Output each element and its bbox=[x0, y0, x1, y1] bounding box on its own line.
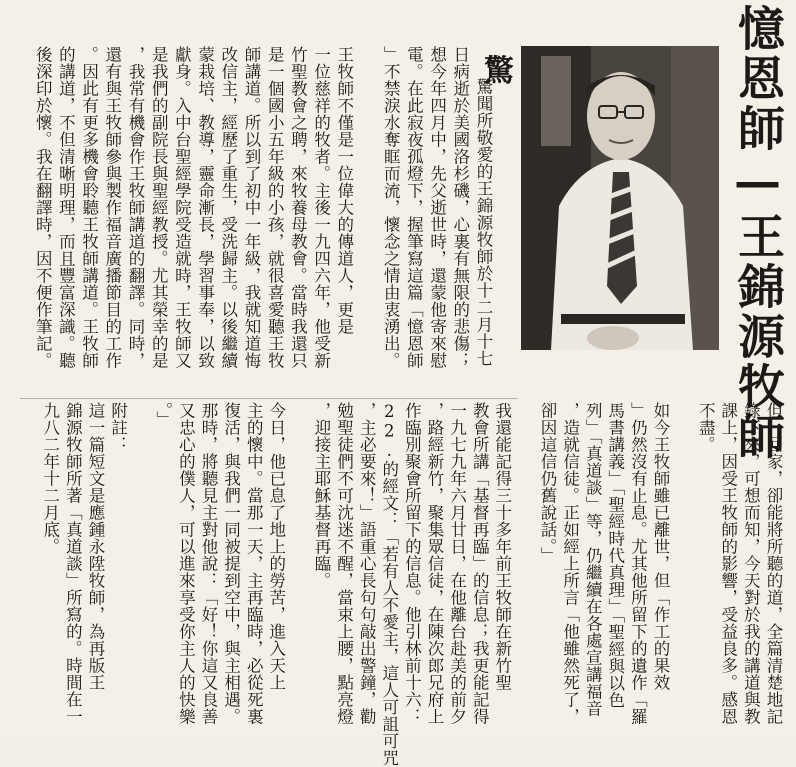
text-column: 附註： bbox=[108, 402, 128, 453]
text-column: 日病逝於美國洛杉磯，心裏有無限的悲傷； bbox=[450, 46, 470, 369]
text-column: 作臨別聚會所留下的信息。他引林前十六： bbox=[402, 402, 422, 725]
text-column: 還有與王牧師參與製作福音廣播節目的工作 bbox=[102, 46, 122, 369]
text-column: 後深印於懷。我在翻譯時，因不便作筆記。 bbox=[33, 46, 53, 369]
text-column: 。因此有更多機會聆聽王牧師講道。王牧師 bbox=[79, 46, 99, 369]
text-column: 是一個國小五年級的小孩，就很喜愛聽王牧 bbox=[265, 46, 285, 369]
text-column: 我還能記得三十多年前王牧師在新竹聖 bbox=[492, 402, 512, 691]
text-column: 卻因這信仍舊說話。」 bbox=[538, 402, 557, 564]
text-column: 電。在此寂夜孤燈下，握筆寫這篇「憶恩師 bbox=[404, 46, 424, 369]
text-column: 九八二年十二月底。 bbox=[40, 402, 60, 555]
section-divider bbox=[20, 398, 518, 399]
text-column: 這一篇短文是應鍾永陞牧師，為再版王 bbox=[86, 402, 105, 691]
text-column: 一九七九年六月廿日，在他離台赴美的前夕 bbox=[447, 402, 467, 725]
text-column: 主的懷中。當那一天，主再臨時，必從死裏 bbox=[244, 402, 264, 725]
text-column: 想今年四月中，先父逝世時，還蒙他寄來慰 bbox=[427, 46, 447, 369]
text-column: 的講道，不但清晰明理，而且豐富深識。聽 bbox=[56, 46, 76, 369]
text-column: 如今王牧師雖已離世，但「作工的果效 bbox=[651, 402, 670, 691]
text-column: 22.的經文：「若有人不愛主，這人可詛可咒 bbox=[379, 402, 399, 767]
text-column: 不盡。 bbox=[696, 402, 716, 453]
text-column: 驚聞所敬愛的王錦源牧師於十二月十七 bbox=[474, 78, 493, 367]
text-column: 是我們的副院長與聖經教授。尤其榮幸的是 bbox=[149, 46, 169, 369]
text-column: 那時，將聽見主對他說：「好！你這又良善 bbox=[199, 402, 218, 725]
text-column: ，主必要來！」語重心長句句敲出警鐘，勸 bbox=[357, 402, 377, 725]
text-column: 錦源牧師所著「真道談」所寫的。時間在一 bbox=[63, 402, 83, 725]
text-column: 但一回家，卻能將所聽的道，全篇清楚地記 bbox=[764, 402, 783, 725]
text-column: 」仍然沒有止息。尤其他所留下的遺作「羅 bbox=[628, 402, 648, 725]
text-column: 復活，與我們一同被提到空中，與主相遇。 bbox=[221, 402, 241, 725]
text-column: 課上，因受王牧師的影響，受益良多。感恩 bbox=[718, 402, 738, 725]
drop-cap: 驚 bbox=[484, 54, 514, 89]
text-column: 又忠心的僕人，可以進來享受你主人的快樂 bbox=[176, 402, 196, 725]
text-column: 蒙栽培、教導，靈命漸長，學習事奉，以致 bbox=[195, 46, 215, 369]
text-column: 錄下來，可想而知，今天對於我的講道與教 bbox=[741, 402, 761, 725]
text-column: 列」「真道談」等，仍繼續在各處宣講福音 bbox=[583, 402, 603, 717]
text-column: 改信主，經歷了重生，受洗歸主。以後繼續 bbox=[218, 46, 238, 369]
text-column: 一位慈祥的牧者。主後一九四六年，他受新 bbox=[311, 46, 331, 369]
portrait-photo-icon bbox=[521, 46, 719, 350]
text-column: 今日，他已息了地上的勞苦，進入天上 bbox=[266, 402, 286, 691]
text-column: 勉聖徒們不可沈迷不醒，當束上腰，點亮燈 bbox=[334, 402, 354, 725]
text-column: ，造就信徒。正如經上所言「他雖然死了， bbox=[560, 402, 580, 725]
text-column: 」不禁淚水奪眶而流，懷念之情由衷湧出。 bbox=[381, 46, 401, 369]
text-column: ，迎接主耶穌基督再臨。 bbox=[312, 402, 331, 589]
text-column: 王牧師不僅是一位偉大的傳道人，更是 bbox=[334, 46, 354, 335]
text-column: 教會所講「基督再臨」的信息；我更能記得 bbox=[470, 402, 490, 725]
text-column: 馬書講義」「聖經時代真理」「聖經與以色 bbox=[605, 402, 625, 709]
portrait-photo bbox=[521, 46, 719, 350]
article-title: 憶恩師—王錦源牧師 bbox=[730, 4, 785, 462]
text-column: 獻身。入中台聖經學院受造就時，王牧師又 bbox=[172, 46, 192, 369]
text-column: 師講道。所以到了初中一年級，我就知道悔 bbox=[242, 46, 261, 369]
text-column: 竹聖教會之聘，來牧養母教會。當時我還只 bbox=[288, 46, 308, 369]
text-column: ，我常有機會作王牧師講道的翻譯。同時， bbox=[126, 46, 145, 369]
text-column: ，路經新竹，聚集眾信徒，在陳次郎兄府上 bbox=[425, 402, 444, 725]
text-column: 。」 bbox=[153, 402, 173, 428]
